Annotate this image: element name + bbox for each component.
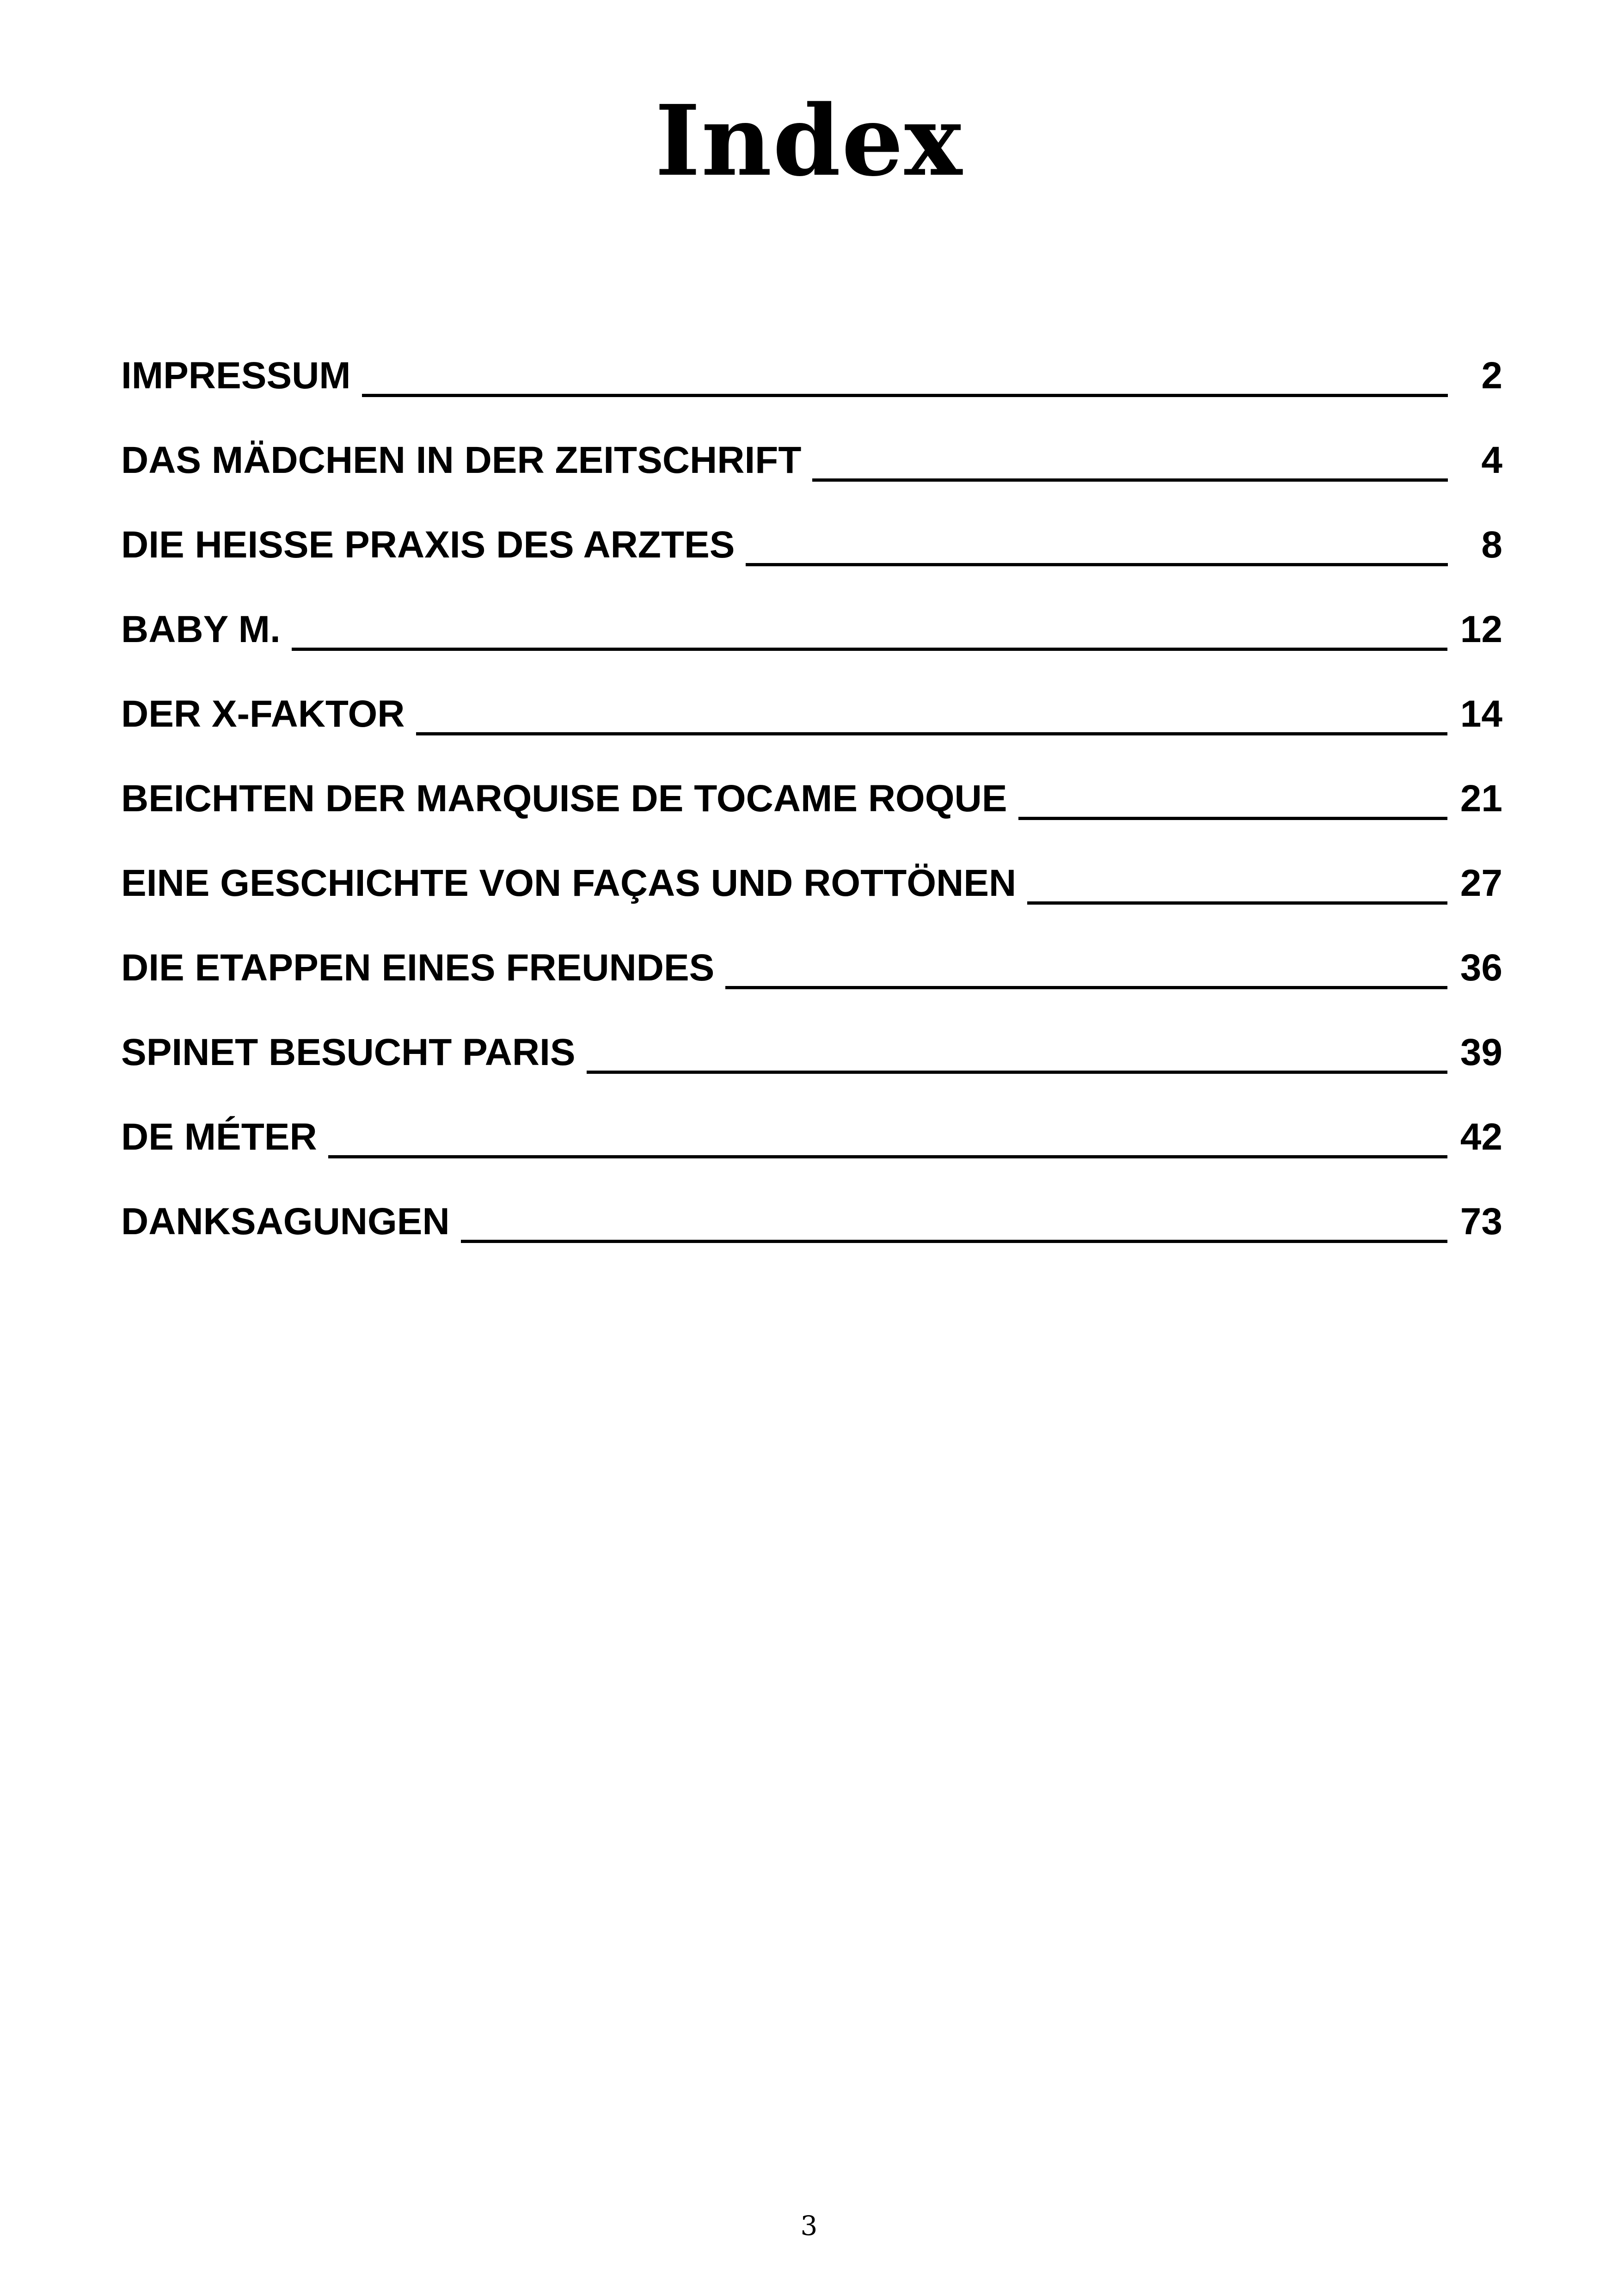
toc-entry[interactable] [121, 839, 1502, 924]
toc-entry-label: SPINET BESUCHT PARIS [121, 1031, 576, 1073]
table-of-contents [121, 332, 1502, 1262]
toc-entry-page: 12 [1460, 608, 1502, 650]
toc-entry[interactable] [121, 1093, 1502, 1178]
toc-entry[interactable] [121, 586, 1502, 670]
toc-entry-label: IMPRESSUM [121, 355, 351, 397]
toc-entry-page: 39 [1460, 1031, 1502, 1073]
toc-entry[interactable] [121, 670, 1502, 755]
toc-entry-page: 27 [1460, 862, 1502, 904]
toc-entry[interactable] [121, 332, 1502, 416]
toc-entry[interactable] [121, 1178, 1502, 1262]
toc-entry-label: BEICHTEN DER MARQUISE DE TOCAME ROQUE [121, 778, 1007, 820]
toc-entry[interactable] [121, 755, 1502, 839]
toc-entry-page: 8 [1481, 524, 1502, 566]
toc-entry-label: DIE ETAPPEN EINES FREUNDES [121, 947, 715, 989]
toc-entry-label: DE MÉTER [121, 1116, 317, 1158]
toc-entry-label: DAS MÄDCHEN IN DER ZEITSCHRIFT [121, 439, 802, 481]
toc-entry-label: DANKSAGUNGEN [121, 1200, 450, 1243]
toc-leader-line [587, 1071, 1447, 1074]
toc-entry-page: 4 [1481, 439, 1502, 481]
toc-leader-line [812, 478, 1448, 482]
toc-leader-line [292, 648, 1447, 651]
toc-entry[interactable] [121, 924, 1502, 1009]
toc-entry-page: 21 [1460, 778, 1502, 820]
toc-entry-page: 36 [1460, 947, 1502, 989]
toc-entry-page: 42 [1460, 1116, 1502, 1158]
toc-leader-line [328, 1155, 1447, 1158]
toc-entry-label: DER X-FAKTOR [121, 693, 405, 735]
toc-entry-page: 73 [1460, 1200, 1502, 1243]
toc-entry-label: DIE HEISSE PRAXIS DES ARZTES [121, 524, 735, 566]
toc-entry-page: 2 [1481, 355, 1502, 397]
toc-leader-line [362, 394, 1448, 397]
toc-leader-line [1018, 817, 1447, 820]
toc-entry-label: EINE GESCHICHTE VON FAÇAS UND ROTTÖNEN [121, 862, 1017, 904]
page-title: Index [655, 84, 963, 198]
toc-entry[interactable] [121, 501, 1502, 586]
toc-entry-label: BABY M. [121, 608, 281, 650]
toc-leader-line [461, 1240, 1447, 1243]
toc-leader-line [746, 563, 1448, 566]
toc-leader-line [416, 732, 1447, 735]
toc-entry[interactable] [121, 416, 1502, 501]
toc-leader-line [1027, 901, 1447, 905]
toc-entry[interactable] [121, 1009, 1502, 1093]
page-number: 3 [800, 2210, 818, 2241]
toc-leader-line [725, 986, 1447, 989]
toc-entry-page: 14 [1460, 693, 1502, 735]
